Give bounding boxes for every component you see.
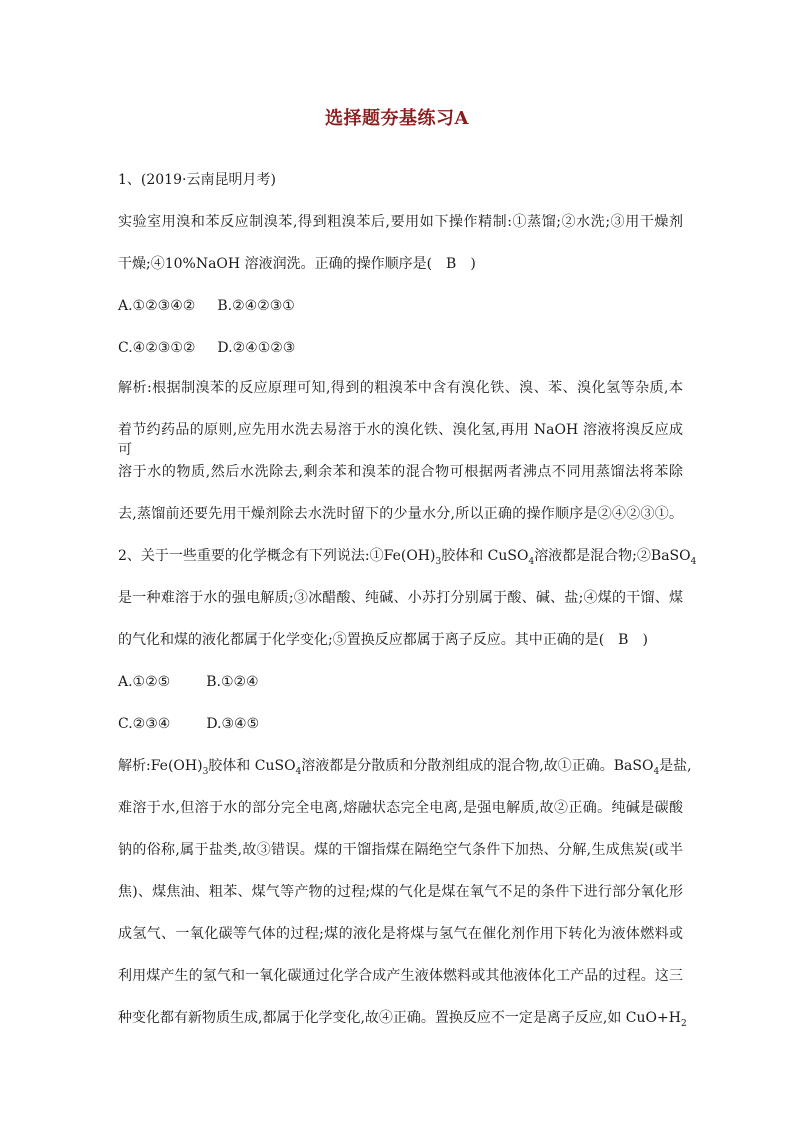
subscript: 4 — [528, 556, 535, 567]
question-2-stem-line: 的气化和煤的液化都属于化学变化;⑤置换反应都属于离子反应。其中正确的是( B ) — [118, 632, 648, 648]
subscript: 4 — [690, 556, 697, 567]
analysis-text: 解析:Fe(OH) — [118, 758, 203, 774]
question-2-analysis-line — [118, 756, 692, 777]
question-1-options-row — [118, 296, 683, 316]
subscript: 3 — [202, 766, 209, 777]
question-2-analysis-line — [118, 1008, 687, 1029]
option-d: D.②④①②③ — [217, 340, 296, 356]
question-1-options-row — [118, 338, 683, 358]
subscript: 4 — [295, 766, 302, 777]
question-1-analysis-line: 着节约药品的原则,应先用水洗去易溶于水的溴化铁、溴化氢,再用 NaOH 溶液将溴反应成可 — [118, 422, 683, 458]
analysis-text: 种变化都有新物质生成,都属于化学变化,故④正确。置换反应不一定是离子反应,如 CuO+H — [118, 1010, 681, 1026]
question-2-stem-line: 是一种难溶于水的强电解质;③冰醋酸、纯碱、小苏打分别属于酸、碱、盐;④煤的干馏、煤 — [118, 590, 683, 606]
analysis-text: 溶液都是分散质和分散剂组成的混合物,故①正确。BaSO — [301, 758, 654, 774]
option-d: D.③④⑤ — [206, 716, 260, 732]
question-1-stem-line: 干燥;④10%NaOH 溶液润洗。正确的操作顺序是( B ) — [118, 256, 476, 272]
subscript: 3 — [435, 556, 442, 567]
q2-text: 胶体和 CuSO — [441, 548, 529, 564]
question-1-analysis-line: 解析:根据制溴苯的反应原理可知,得到的粗溴苯中含有溴化铁、溴、苯、溴化氢等杂质,本 — [118, 380, 683, 396]
option-a: A.①②③④② — [118, 298, 196, 314]
page-title: 选择题夯基练习A — [325, 108, 469, 129]
q2-text: 溶液都是混合物;②BaSO — [534, 548, 691, 564]
question-2-analysis-line: 难溶于水,但溶于水的部分完全电离,熔融状态完全电离,是强电解质,故②正确。纯碱是碳酸 — [118, 800, 683, 816]
option-c: C.②③④ — [118, 716, 171, 732]
option-c: C.④②③①② — [118, 340, 196, 356]
question-1-stem-line: 实验室用溴和苯反应制溴苯,得到粗溴苯后,要用如下操作精制:①蒸馏;②水洗;③用干燥剂 — [118, 214, 683, 230]
question-2-analysis-line: 利用煤产生的氢气和一氧化碳通过化学合成产生液体燃料或其他液体化工产品的过程。这三 — [118, 968, 683, 984]
option-b: B.①②④ — [206, 674, 259, 690]
question-1-header: 1、(2019·云南昆明月考) — [118, 172, 276, 188]
subscript: 2 — [680, 1018, 687, 1029]
question-1-analysis-line: 去,蒸馏前还要先用干燥剂除去水洗时留下的少量水分,所以正确的操作顺序是②④②③①。 — [118, 506, 683, 522]
analysis-text: 是盐, — [659, 758, 692, 774]
question-2-options-row — [118, 672, 683, 692]
option-a: A.①②⑤ — [118, 674, 171, 690]
question-2-analysis-line: 钠的俗称,属于盐类,故③错误。煤的干馏指煤在隔绝空气条件下加热、分解,生成焦炭(或半 — [118, 842, 683, 858]
question-2-options-row — [118, 714, 683, 734]
question-1-analysis-line: 溶于水的物质,然后水洗除去,剩余苯和溴苯的混合物可根据两者沸点不同用蒸馏法将苯除 — [118, 464, 683, 480]
question-2-analysis-line: 焦)、煤焦油、粗苯、煤气等产物的过程;煤的气化是煤在氧气不足的条件下进行部分氧化形 — [118, 884, 683, 900]
analysis-text: 胶体和 CuSO — [208, 758, 296, 774]
question-2-analysis-line: 成氢气、一氧化碳等气体的过程;煤的液化是将煤与氢气在催化剂作用下转化为液体燃料或 — [118, 926, 683, 942]
question-2-stem-line — [118, 546, 697, 567]
subscript: 4 — [653, 766, 660, 777]
option-b: B.②④②③① — [217, 298, 295, 314]
q2-text: 2、关于一些重要的化学概念有下列说法:①Fe(OH) — [118, 548, 436, 564]
